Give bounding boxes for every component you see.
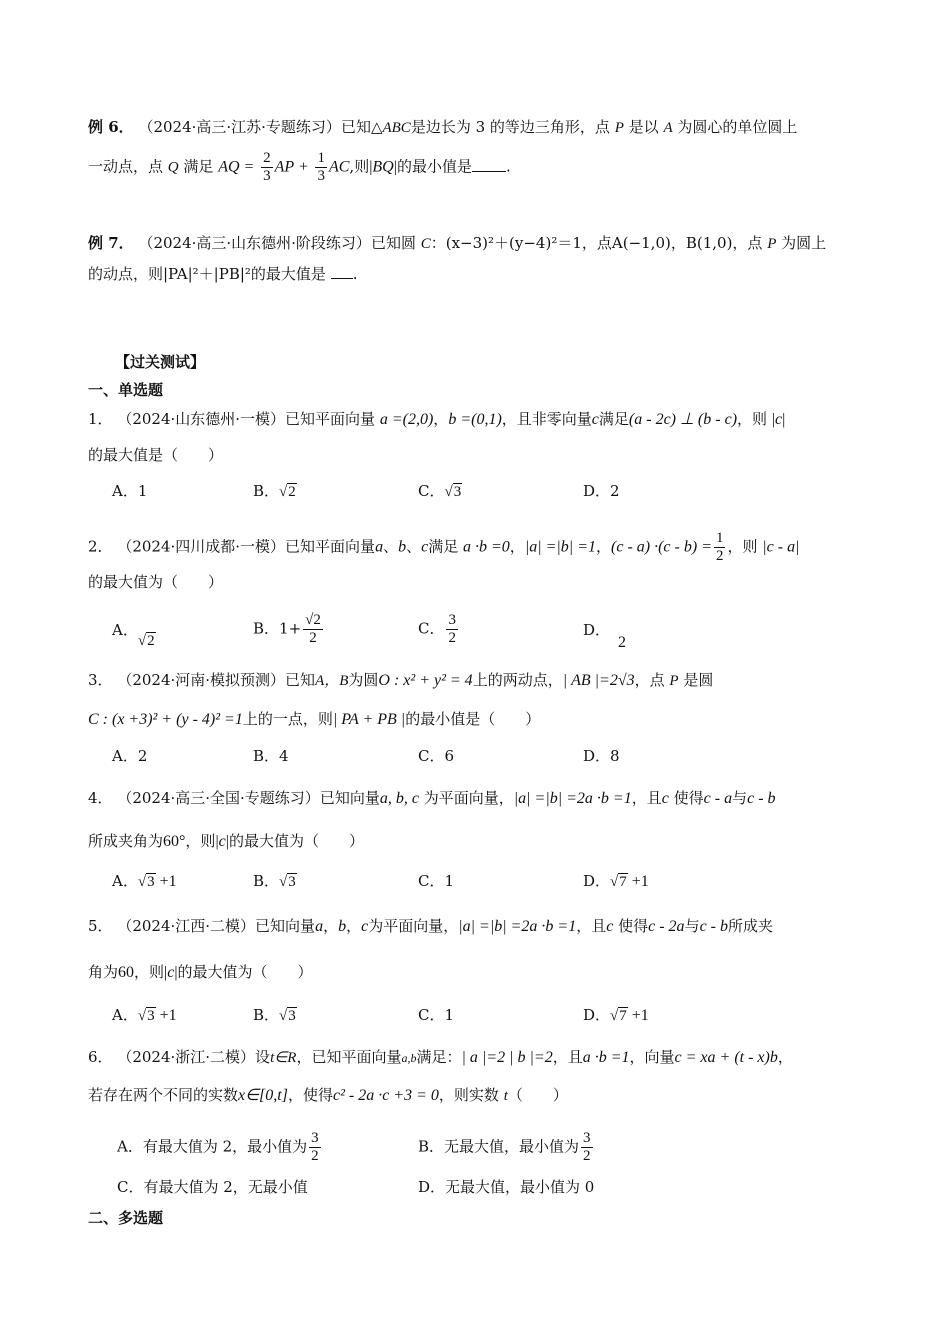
option-label: B．无最大值，最小值为 — [418, 1137, 580, 1156]
denominator: 2 — [311, 1148, 319, 1164]
question-6-option-b[interactable] — [418, 1130, 595, 1165]
question-5-option-b[interactable] — [253, 1005, 297, 1026]
math: AC — [328, 158, 350, 176]
math: c - a — [703, 790, 733, 807]
denominator: 2 — [309, 630, 317, 646]
text: 是圆 — [683, 671, 714, 689]
section-single-choice: 一、单选题 — [88, 381, 164, 399]
sqrt: √7 — [610, 1008, 627, 1024]
text: ，向量 — [629, 1048, 675, 1066]
example-7-source: （2024·高三·山东德州·阶段练习） — [138, 234, 371, 252]
question-5-line-2 — [88, 962, 313, 983]
option-label: A．有最大值为 2，最小值为 — [117, 1137, 308, 1156]
math: c — [591, 411, 599, 428]
option-label: B． — [253, 872, 280, 890]
question-source: （2024·山东德州·一模） — [117, 410, 286, 428]
question-2-line-2: 的最大值为（ ） — [88, 573, 224, 591]
abs-bar: | — [782, 411, 786, 428]
question-3-option-a[interactable]: A．2 — [112, 747, 148, 765]
option-label: A． — [112, 621, 138, 639]
option-value: 2 — [618, 634, 627, 651]
text: 使得 — [673, 789, 704, 807]
question-6-option-a[interactable] — [117, 1130, 323, 1165]
math: c - b — [747, 790, 776, 807]
question-6-line-1 — [88, 1047, 793, 1068]
text: 上的两动点， — [472, 671, 563, 689]
fraction — [714, 530, 726, 565]
math: c - b — [699, 918, 729, 935]
test-title: 【过关测试】 — [115, 353, 206, 371]
question-6-option-c[interactable]: C．有最大值为 2，无最小值 — [117, 1178, 308, 1196]
text: ，点 — [634, 671, 665, 689]
question-4-line-1 — [88, 788, 776, 809]
math: a, b, c — [379, 790, 419, 807]
text: 为平面向量， — [423, 789, 514, 807]
math: (c - a) ·(c - b) = — [611, 538, 712, 556]
math: C : (x +3)² + (y - 4)² =1 — [88, 711, 243, 728]
text: 为平面向量， — [368, 917, 459, 935]
question-1-option-d[interactable]: D．2 — [583, 482, 620, 500]
fraction — [581, 1130, 593, 1165]
math: 60° — [163, 833, 186, 850]
text: 、 — [383, 537, 399, 556]
math: 60 — [118, 964, 135, 981]
numerator: √2 — [305, 612, 321, 628]
question-number: 6． — [88, 1048, 113, 1066]
math: x∈[0,t] — [238, 1087, 288, 1104]
radicand: 3 — [288, 874, 296, 890]
question-source: （2024·浙江·二模） — [117, 1048, 256, 1066]
text: 是边长为 3 的等边三角形，点 — [410, 118, 610, 136]
text: 为圆心的单位圆上 — [677, 118, 798, 136]
sqrt: √3 — [279, 1008, 296, 1024]
text: 已知向量 — [255, 917, 316, 935]
math: BQ — [372, 158, 394, 176]
example-6-line-2 — [88, 150, 511, 185]
text: 若存在两个不同的实数 — [88, 1086, 239, 1104]
sqrt: √2 — [279, 484, 296, 500]
text: 的最大值为（ ） — [228, 832, 364, 850]
example-6-line-1 — [88, 117, 797, 138]
denominator: 2 — [448, 630, 456, 646]
question-3-line-1 — [88, 670, 713, 691]
text: ，且非零向量 — [501, 410, 592, 428]
math: ABC — [382, 120, 411, 136]
question-6-line-2 — [88, 1085, 568, 1106]
text: 角为 — [88, 963, 119, 981]
question-6-option-d[interactable]: D．无最大值，最小值为 0 — [418, 1178, 595, 1196]
sqrt: √7 — [610, 874, 627, 890]
question-source: （2024·江西·二模） — [117, 917, 256, 935]
denominator: 2 — [715, 548, 724, 564]
radicand: 3 — [147, 1008, 155, 1024]
option-label: B．1+ — [253, 619, 302, 638]
math: c — [606, 918, 614, 935]
option-tail: +1 — [155, 873, 177, 890]
numerator: 3 — [583, 1130, 591, 1146]
fraction — [315, 150, 327, 185]
sqrt: √2 — [137, 633, 155, 649]
example-6-label: 例 6． — [88, 118, 134, 136]
text: ，则 — [185, 832, 216, 850]
radicand: 7 — [619, 1008, 627, 1024]
option-tail: +1 — [155, 1007, 177, 1024]
question-source: （2024·河南·模拟预测） — [117, 671, 286, 689]
question-1-option-c[interactable] — [418, 481, 462, 502]
text: ，则 — [737, 410, 768, 428]
text: ，使得 — [287, 1086, 333, 1104]
math: b — [398, 538, 407, 556]
math: AQ = — [218, 158, 255, 176]
math: | AB |=2√3 — [562, 672, 635, 689]
math: (a - 2c) ⊥ (b - c) — [628, 411, 738, 428]
numerator: 3 — [448, 612, 456, 628]
question-3-option-c[interactable]: C．6 — [418, 747, 455, 765]
text: 所成夹角为 — [88, 832, 164, 850]
option-label: A． — [112, 872, 138, 890]
math: c — [361, 918, 369, 935]
math: O : x² + y² = 4 — [378, 672, 473, 689]
question-number: 3． — [88, 671, 113, 689]
text: ，且 — [576, 917, 607, 935]
question-1-option-a[interactable]: A．1 — [112, 482, 148, 500]
math: c — [218, 833, 226, 850]
text: 已知平面向量 — [285, 537, 376, 556]
text: ，已知平面向量 — [296, 1048, 402, 1066]
math: A — [663, 120, 673, 136]
text: ，则实数 — [438, 1086, 499, 1104]
question-4-option-c[interactable]: C．1 — [418, 872, 455, 890]
math: t — [503, 1088, 508, 1104]
option-label: A． — [112, 1006, 138, 1024]
denominator: 2 — [583, 1148, 591, 1164]
text: 设 — [255, 1048, 271, 1066]
math: |a| =|b| =1 — [524, 538, 596, 556]
radicand: 3 — [288, 1008, 296, 1024]
text: 已知△ — [340, 118, 383, 136]
math: c — [775, 411, 783, 428]
text: ,则 — [349, 157, 370, 176]
text: 的最小值是（ ） — [405, 710, 541, 728]
text: ， — [777, 1048, 793, 1066]
text: ：(x−3)²＋(y−4)²＝1，点 — [430, 234, 612, 252]
text: 上的一点，则 — [242, 710, 333, 728]
math: |a| =|b| =2a ·b =1 — [458, 918, 577, 935]
math: a ·b =1 — [582, 1049, 630, 1066]
math: A，B — [315, 673, 349, 689]
math: t∈R — [270, 1050, 297, 1066]
option-label: D． — [583, 1006, 611, 1024]
answer-blank[interactable] — [331, 264, 353, 279]
question-3-line-2 — [88, 709, 540, 730]
text: ，则 — [134, 963, 165, 981]
math: a ·b =0 — [463, 538, 510, 556]
math: a — [375, 538, 384, 556]
answer-blank[interactable] — [472, 157, 506, 172]
math: c — [167, 964, 175, 981]
example-7-line-2 — [88, 264, 357, 284]
text: 是以 — [628, 118, 659, 136]
example-6-source: （2024·高三·江苏·专题练习） — [138, 118, 341, 136]
text: 满足 — [183, 157, 214, 176]
math: c - 2a — [648, 918, 685, 935]
question-4-line-2 — [88, 831, 364, 852]
question-source: （2024·四川成都·一模） — [117, 537, 286, 556]
radicand: 2 — [288, 484, 296, 500]
math: c — [421, 538, 429, 556]
denominator: 3 — [263, 168, 271, 184]
sqrt: √3 — [444, 484, 462, 500]
math: Q — [167, 159, 179, 176]
math: P — [614, 120, 624, 136]
text: . — [352, 265, 358, 283]
example-7-line-1 — [88, 233, 826, 254]
fraction — [303, 612, 323, 647]
math: |a| =|b| =2a ·b =1 — [513, 790, 632, 807]
math: a =(2,0) — [379, 411, 434, 428]
fraction — [446, 612, 458, 647]
question-2-option-d[interactable] — [583, 620, 627, 651]
text: 所成夹 — [728, 917, 774, 935]
text: 、 — [406, 537, 422, 556]
abs-bar: | — [369, 158, 373, 176]
math: b =(0,1) — [448, 411, 502, 428]
question-1-option-b[interactable] — [253, 481, 297, 502]
text: 已知 — [285, 671, 316, 689]
text: 满足 — [428, 537, 459, 556]
math: b — [338, 918, 347, 935]
question-4-option-a[interactable] — [112, 871, 177, 892]
question-5-option-c[interactable]: C．1 — [418, 1006, 455, 1024]
question-2-line-1: 2． （2024·四川成都·一模）已知平面向量a、b、c满足 a ·b =0，|a| =|b| =1，(c - a) ·(c - b) = $\frac{1}{2}$ ，则 |c - a| — [88, 530, 800, 564]
question-source: （2024·高三·全国·专题练习） — [117, 789, 320, 807]
question-1-line-2: 的最大值是（ ） — [88, 446, 224, 464]
option-label: C． — [418, 619, 445, 638]
sqrt: √3 — [137, 874, 155, 890]
abs-bar: | — [164, 964, 168, 981]
math: P — [767, 236, 777, 252]
denominator: 3 — [317, 168, 325, 184]
question-number: 4． — [88, 789, 113, 807]
question-2-option-c[interactable] — [418, 612, 460, 647]
section-multiple-choice: 二、多选题 — [88, 1209, 164, 1227]
text: 满足： — [416, 1048, 462, 1066]
option-tail: +1 — [627, 873, 649, 890]
numerator: 1 — [715, 530, 724, 546]
fraction — [261, 150, 273, 185]
question-4-option-d[interactable] — [583, 871, 649, 892]
question-1-line-1: 1． （2024·山东德州·一模）已知平面向量 a =(2,0)，b =(0,1)，且非零向量c满足(a - 2c) ⊥ (b - c)，则 |c| — [88, 410, 786, 428]
text: A(−1,0)，B(1,0)，点 — [611, 234, 763, 252]
question-2-option-b[interactable] — [253, 612, 325, 647]
example-7-label: 例 7． — [88, 234, 134, 252]
text: ，且 — [631, 789, 662, 807]
option-label: B． — [253, 1006, 280, 1024]
text: 的动点，则|PA|²＋|PB|²的最大值是 — [88, 265, 326, 283]
math: c² - 2a ·c +3 = 0 — [332, 1087, 439, 1104]
text: 满足 — [598, 410, 629, 428]
text: 已知圆 — [370, 234, 416, 252]
numerator: 1 — [317, 150, 325, 166]
question-number: 2． — [88, 537, 113, 556]
radicand: 3 — [453, 484, 462, 500]
math: | PA + PB | — [332, 711, 406, 728]
option-label: D． — [583, 621, 611, 639]
text: 已知向量 — [319, 789, 380, 807]
abs-bar: | — [771, 411, 776, 428]
question-3-option-b[interactable]: B．4 — [253, 747, 289, 765]
radicand: 7 — [619, 874, 627, 890]
text: 为圆 — [348, 671, 379, 689]
radicand: 3 — [147, 874, 155, 890]
option-label: D． — [583, 872, 611, 890]
option-tail: +1 — [627, 1007, 649, 1024]
text: 已知平面向量 — [285, 410, 376, 428]
question-number: 5． — [88, 917, 113, 935]
fraction — [309, 1130, 321, 1165]
math: a,b — [401, 1051, 417, 1065]
math: AP + — [274, 158, 309, 176]
option-label: B． — [253, 482, 280, 500]
text: 为圆上 — [781, 234, 827, 252]
text: 与 — [684, 917, 700, 935]
text: 一动点，点 — [88, 157, 164, 176]
text: . — [505, 157, 511, 176]
abs-bar: | — [225, 833, 229, 850]
abs-bar: | — [174, 964, 178, 981]
text: 与 — [732, 789, 748, 807]
question-number: 1． — [88, 410, 113, 428]
math: c = xa + (t - x)b — [674, 1049, 778, 1066]
math: | a |=2 | b |=2 — [461, 1049, 553, 1066]
radicand: 2 — [147, 633, 155, 649]
text: （ ） — [507, 1086, 568, 1104]
question-2-option-a[interactable] — [112, 620, 156, 649]
question-5-option-a[interactable] — [112, 1005, 177, 1026]
text: 的最大值为（ ） — [177, 963, 313, 981]
option-label: C． — [418, 482, 445, 500]
question-4-option-b[interactable] — [253, 871, 297, 892]
question-5-option-d[interactable] — [583, 1005, 649, 1026]
abs-bar: | — [215, 833, 219, 850]
text: 的最小值是 — [396, 157, 472, 176]
math: c — [661, 790, 669, 807]
math: C — [420, 236, 431, 252]
sqrt: √3 — [279, 874, 296, 890]
question-3-option-d[interactable]: D．8 — [583, 747, 620, 765]
numerator: 2 — [263, 150, 271, 166]
question-5-line-1: 5． （2024·江西·二模）已知向量a，b，c为平面向量，|a| =|b| =2a ·b =1，且c 使得c - 2a与c - b所成夹 — [88, 917, 774, 935]
math: |c - a| — [762, 538, 800, 556]
math: a — [315, 918, 324, 935]
text: ，则 — [727, 537, 758, 556]
text: 使得 — [618, 917, 649, 935]
math: P — [669, 673, 679, 689]
abs-bar: | — [393, 158, 397, 176]
sqrt: √3 — [137, 1008, 155, 1024]
text: ，且 — [552, 1048, 583, 1066]
numerator: 3 — [311, 1130, 319, 1146]
